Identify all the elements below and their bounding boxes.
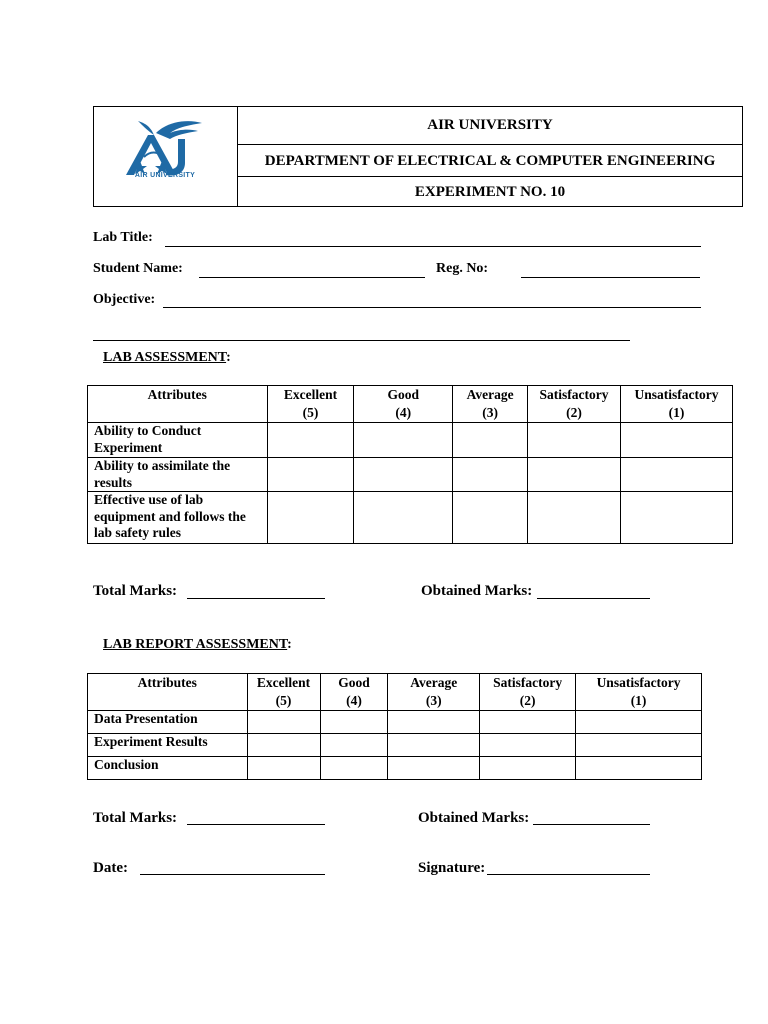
col-score: (3) bbox=[425, 693, 442, 708]
report-assessment-title-text: LAB REPORT ASSESSMENT bbox=[103, 637, 288, 652]
row-attribute: Effective use of lab equipment and follows the lab safety rules bbox=[88, 492, 268, 544]
table-row bbox=[88, 757, 702, 780]
score-cell[interactable] bbox=[247, 734, 320, 757]
table-header-row bbox=[88, 674, 702, 711]
col-name: Unsatisfactory bbox=[634, 387, 719, 402]
col-header-average bbox=[453, 386, 528, 423]
col-header-attributes bbox=[88, 386, 268, 423]
col-name: Good bbox=[387, 387, 420, 402]
col-score: (4) bbox=[346, 693, 362, 708]
signature-label: Signature: bbox=[418, 860, 486, 876]
lab-assessment-table bbox=[87, 385, 733, 544]
report-obtained-marks-line[interactable] bbox=[533, 824, 650, 825]
col-score: (1) bbox=[630, 693, 647, 708]
score-cell[interactable] bbox=[528, 458, 621, 492]
reg-no-label: Reg. No: bbox=[436, 261, 489, 276]
col-header-excellent bbox=[247, 674, 320, 711]
report-assessment-title-colon: : bbox=[287, 637, 292, 652]
score-cell[interactable] bbox=[528, 492, 621, 544]
report-obtained-marks-label: Obtained Marks: bbox=[418, 810, 530, 826]
lab-title-input-line[interactable] bbox=[165, 246, 701, 247]
col-score: (1) bbox=[668, 405, 685, 420]
score-cell[interactable] bbox=[576, 757, 702, 780]
logo-text: AIR UNIVERSITY bbox=[134, 172, 196, 179]
table-row bbox=[88, 711, 702, 734]
header-box bbox=[93, 106, 743, 207]
score-cell[interactable] bbox=[453, 423, 528, 458]
table-row bbox=[88, 458, 733, 492]
lab-assessment-title bbox=[103, 350, 231, 366]
score-cell[interactable] bbox=[247, 711, 320, 734]
col-name: Satisfactory bbox=[539, 387, 609, 402]
row-attribute: Data Presentation bbox=[88, 711, 248, 734]
lab-obtained-marks-label: Obtained Marks: bbox=[421, 583, 533, 599]
col-header-good bbox=[354, 386, 453, 423]
score-cell[interactable] bbox=[621, 458, 733, 492]
lab-title-label: Lab Title: bbox=[93, 230, 153, 245]
table-header-row bbox=[88, 386, 733, 423]
col-header-unsatisfactory bbox=[576, 674, 702, 711]
score-cell[interactable] bbox=[453, 458, 528, 492]
score-cell[interactable] bbox=[480, 711, 576, 734]
col-score: (5) bbox=[302, 405, 319, 420]
score-cell[interactable] bbox=[621, 423, 733, 458]
lab-assessment-title-text: LAB ASSESSMENT bbox=[103, 350, 227, 365]
score-cell[interactable] bbox=[354, 492, 453, 544]
row-attribute: Experiment Results bbox=[88, 734, 248, 757]
col-name: Average bbox=[466, 387, 514, 402]
table-row bbox=[88, 492, 733, 544]
col-name: Excellent bbox=[283, 387, 338, 402]
report-total-marks-label: Total Marks: bbox=[93, 810, 178, 826]
score-cell[interactable] bbox=[320, 757, 388, 780]
score-cell[interactable] bbox=[480, 734, 576, 757]
table-row bbox=[88, 423, 733, 458]
col-header-good bbox=[320, 674, 388, 711]
experiment-number: EXPERIMENT NO. 10 bbox=[414, 184, 566, 200]
col-header-attributes bbox=[88, 674, 248, 711]
score-cell[interactable] bbox=[267, 423, 354, 458]
report-assessment-title bbox=[103, 637, 292, 653]
col-header-excellent bbox=[267, 386, 354, 423]
col-name: Average bbox=[410, 675, 458, 690]
department-name: DEPARTMENT OF ELECTRICAL & COMPUTER ENGINEERING bbox=[238, 145, 742, 177]
score-cell[interactable] bbox=[354, 423, 453, 458]
col-name: Excellent bbox=[256, 675, 311, 690]
report-total-marks-line[interactable] bbox=[187, 824, 325, 825]
reg-no-input-line[interactable] bbox=[521, 277, 700, 278]
col-name: Attributes bbox=[137, 675, 197, 690]
col-name: Attributes bbox=[147, 387, 207, 402]
col-header-unsatisfactory bbox=[621, 386, 733, 423]
score-cell[interactable] bbox=[388, 734, 480, 757]
col-name: Unsatisfactory bbox=[596, 675, 681, 690]
row-attribute: Ability to Conduct Experiment bbox=[88, 423, 268, 458]
objective-input-line-2[interactable] bbox=[93, 340, 630, 341]
score-cell[interactable] bbox=[320, 711, 388, 734]
signature-line[interactable] bbox=[487, 874, 650, 875]
col-score: (2) bbox=[566, 405, 582, 420]
logo-cell bbox=[94, 107, 238, 206]
score-cell[interactable] bbox=[453, 492, 528, 544]
score-cell[interactable] bbox=[528, 423, 621, 458]
score-cell[interactable] bbox=[480, 757, 576, 780]
col-header-satisfactory bbox=[480, 674, 576, 711]
score-cell[interactable] bbox=[354, 458, 453, 492]
report-assessment-table bbox=[87, 673, 702, 780]
col-header-satisfactory bbox=[528, 386, 621, 423]
score-cell[interactable] bbox=[388, 711, 480, 734]
col-score: (5) bbox=[275, 693, 292, 708]
score-cell[interactable] bbox=[247, 757, 320, 780]
score-cell[interactable] bbox=[576, 734, 702, 757]
row-attribute: Conclusion bbox=[88, 757, 248, 780]
row-attribute: Ability to assimilate the results bbox=[88, 458, 268, 492]
col-score: (2) bbox=[519, 693, 536, 708]
date-line[interactable] bbox=[140, 874, 325, 875]
score-cell[interactable] bbox=[320, 734, 388, 757]
lab-total-marks-label: Total Marks: bbox=[93, 583, 178, 599]
objective-input-line[interactable] bbox=[163, 307, 701, 308]
col-name: Satisfactory bbox=[493, 675, 563, 690]
col-score: (4) bbox=[395, 405, 412, 420]
score-cell[interactable] bbox=[267, 492, 354, 544]
student-name-input-line[interactable] bbox=[199, 277, 425, 278]
lab-total-marks-line[interactable] bbox=[187, 598, 325, 599]
lab-assessment-title-colon: : bbox=[226, 350, 231, 365]
score-cell[interactable] bbox=[388, 757, 480, 780]
score-cell[interactable] bbox=[267, 458, 354, 492]
table-row bbox=[88, 734, 702, 757]
university-name: AIR UNIVERSITY bbox=[238, 107, 742, 145]
col-name: Good bbox=[338, 675, 370, 690]
score-cell[interactable] bbox=[621, 492, 733, 544]
objective-label: Objective: bbox=[93, 292, 156, 307]
score-cell[interactable] bbox=[576, 711, 702, 734]
student-name-label: Student Name: bbox=[93, 261, 183, 276]
col-score: (3) bbox=[482, 405, 498, 420]
date-label: Date: bbox=[93, 860, 128, 876]
col-header-average bbox=[388, 674, 480, 711]
lab-obtained-marks-line[interactable] bbox=[537, 598, 650, 599]
